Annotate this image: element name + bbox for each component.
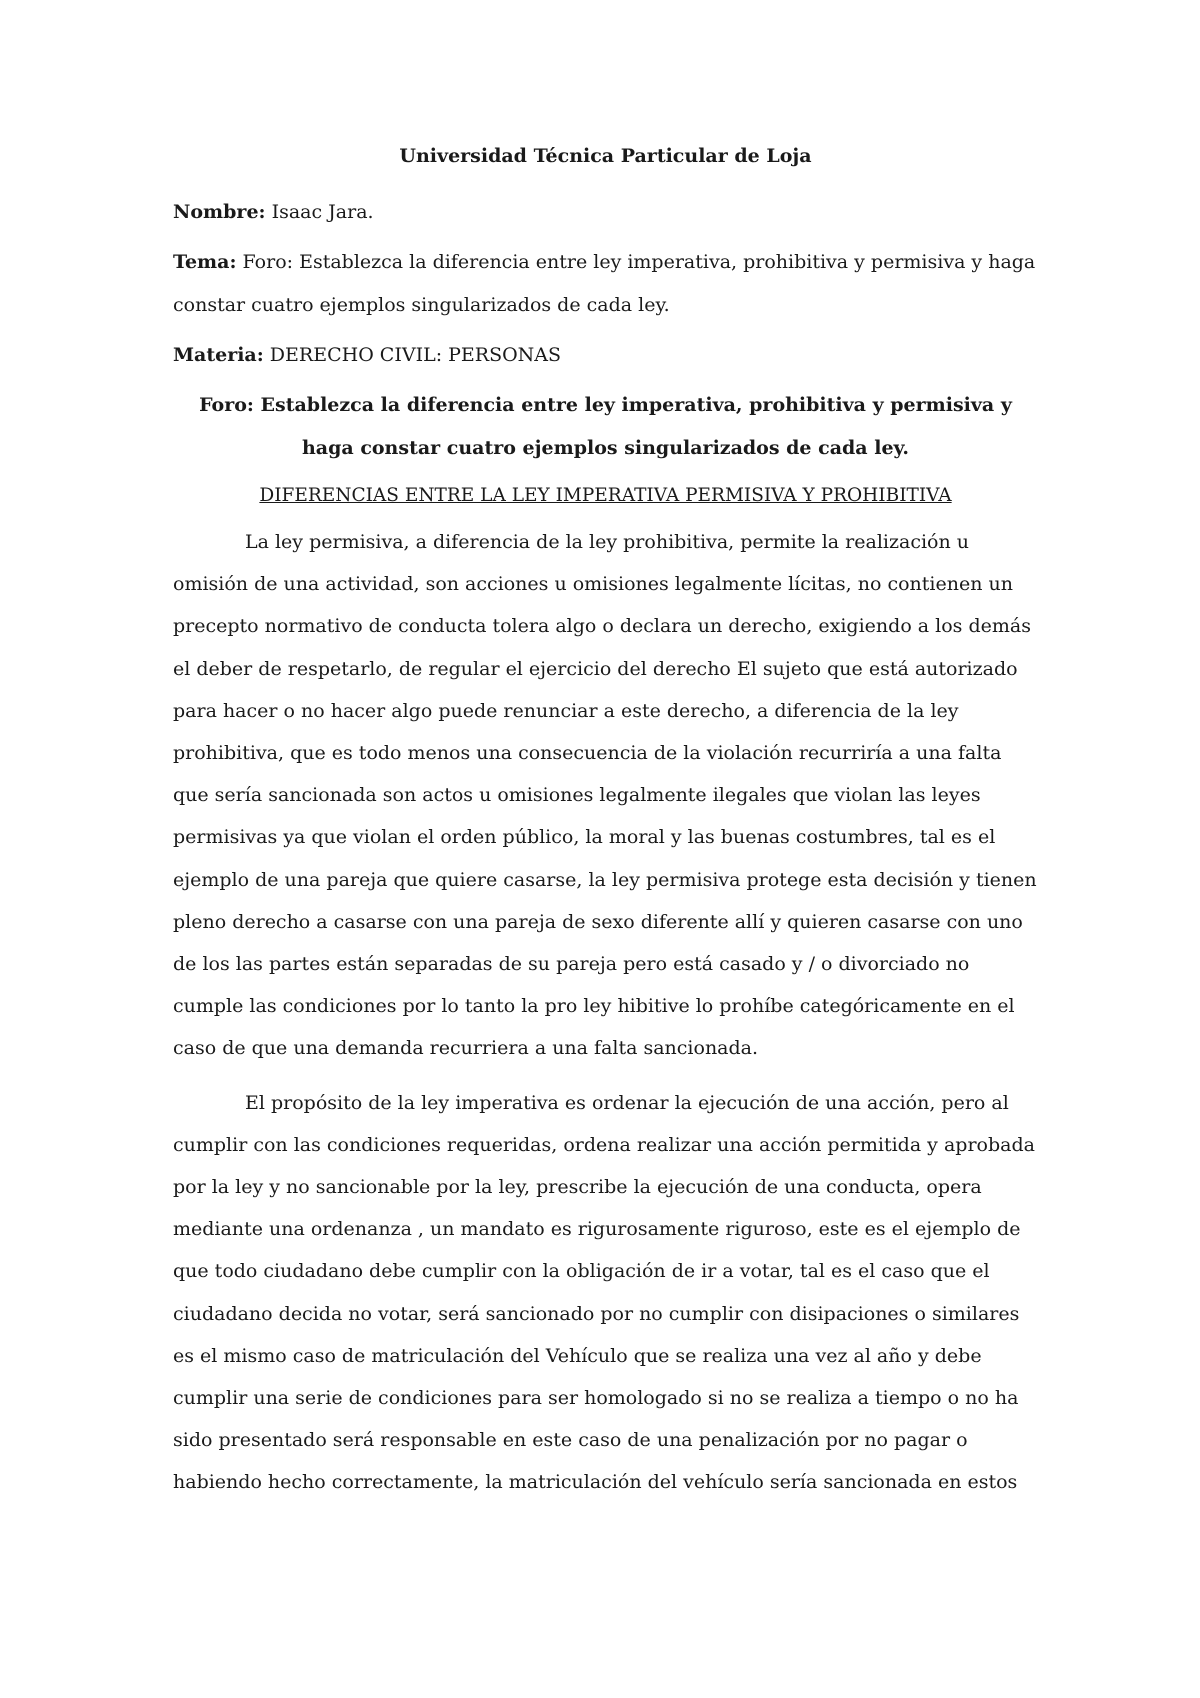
subject-value: DERECHO CIVIL: PERSONAS bbox=[263, 344, 562, 366]
paragraph-imperative: El propósito de la ley imperativa es ordenar la ejecución de una acción, pero al cumplir con las condiciones requeridas, ordena realizar una acción permitida y aprobada por la ley y no sancionable por la ley, prescribe la ejecución de una conducta, opera mediante una ordenanza , un mandato es rigurosamente riguroso, este es el ejemplo de que todo ciudadano debe cumplir con la obligación de ir a votar, tal es el caso que el ciudadano decida no votar, será sancionado por no cumplir con disipaciones o similares es el mismo caso de matriculación del Vehículo que se realiza una vez al año y debe cumplir una serie de condiciones para ser homologado si no se realiza a tiempo o no ha sido presentado será responsable en este caso de una penalización por no pagar o habiendo hecho correctamente, la matriculación del vehículo sería sancionada en estos bbox=[173, 1091, 1035, 1494]
university-title: Universidad Técnica Particular de Loja bbox=[399, 145, 812, 167]
topic-value: Foro: Establezca la diferencia entre ley imperativa, prohibitiva y permisiva y haga constar cuatro ejemplos singularizados de cada ley. bbox=[173, 251, 1036, 316]
name-value: Isaac Jara. bbox=[265, 201, 374, 223]
name-label: Nombre: bbox=[173, 201, 266, 223]
paragraph-permissive: La ley permisiva, a diferencia de la ley prohibitiva, permite la realización u omisión de una actividad, son acciones u omisiones legalmente lícitas, no contienen un precepto normativo de conducta tolera algo o declara un derecho, exigiendo a los demás el deber de respetarlo, de regular el ejercicio del derecho El sujeto que está autorizado para hacer o no hacer algo puede renunciar a este derecho, a diferencia de la ley prohibitiva, que es todo menos una consecuencia de la violación recurriría a una falta que sería sancionada son actos u omisiones legalmente ilegales que violan las leyes permisivas ya que violan el orden público, la moral y las buenas costumbres, tal es el ejemplo de una pareja que quiere casarse, la ley permisiva protege esta decisión y tienen pleno derecho a casarse con una pareja de sexo diferente allí y quieren casarse con uno de los las partes están separadas de su pareja pero está casado y / o divorciado no cumple las condiciones por lo tanto la pro ley hibitive lo prohíbe categóricamente en el caso de que una demanda recurriera a una falta sancionada. bbox=[173, 531, 1037, 1060]
name-field bbox=[173, 191, 1038, 234]
subject-field bbox=[173, 334, 1038, 377]
subject-label: Materia: bbox=[173, 344, 264, 366]
document-page bbox=[173, 140, 1038, 1516]
section-heading: DIFERENCIAS ENTRE LA LEY IMPERATIVA PERMISIVA Y PROHIBITIVA bbox=[259, 485, 952, 506]
topic-field bbox=[173, 241, 1038, 327]
forum-title: Foro: Establezca la diferencia entre ley imperativa, prohibitiva y permisiva y haga constar cuatro ejemplos singularizados de cada ley. bbox=[199, 394, 1012, 459]
topic-label: Tema: bbox=[173, 251, 237, 273]
